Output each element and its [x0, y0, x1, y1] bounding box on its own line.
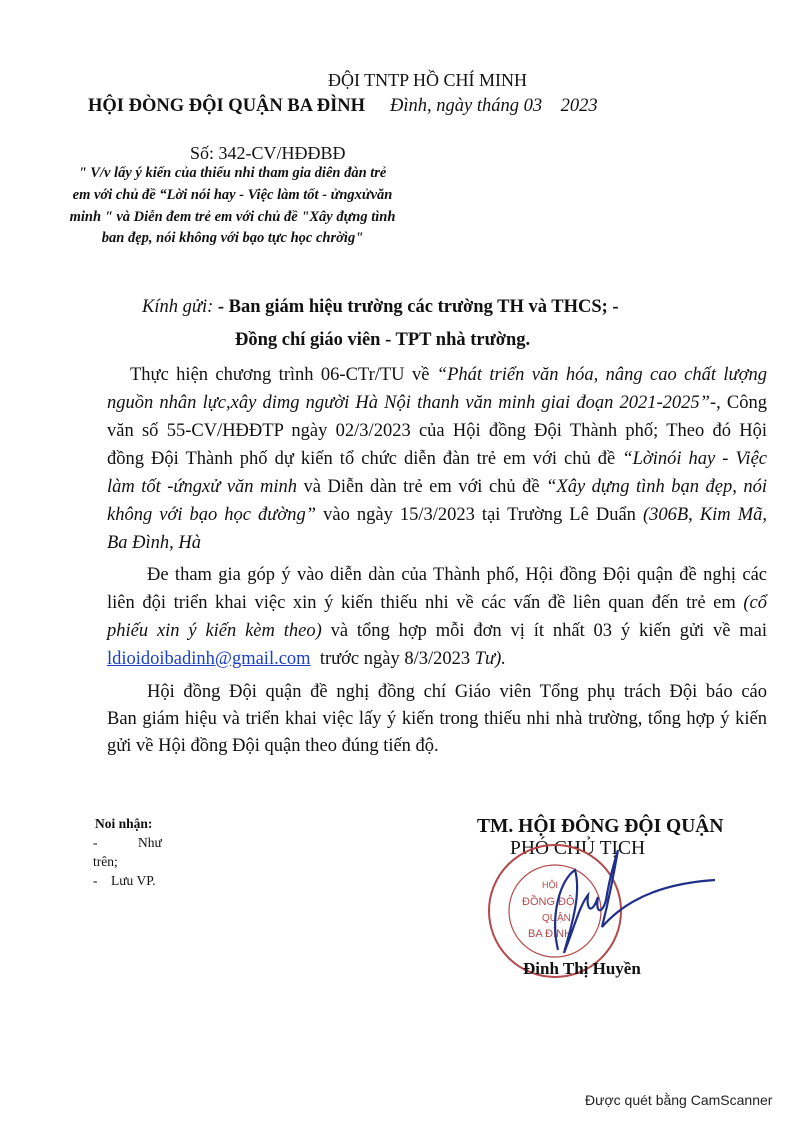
body-text: vào ngày 15/3/2023 tại Trường Lê Duẩn [316, 505, 643, 525]
recipient-label: Kính gửi: [142, 297, 214, 317]
body-line [107, 394, 767, 413]
signature-icon [555, 850, 715, 953]
body-text: liên đội triển khai việc xin ý kiến thiếu nhi về các vấn đề liên quan đến trẻ em [107, 593, 744, 613]
body-line [107, 534, 767, 553]
recipient-text: - Ban giám hiệu trường các trường TH và THCS; - [213, 297, 619, 317]
body-line [107, 710, 767, 729]
svg-text:BA ĐÌNH: BA ĐÌNH [528, 928, 573, 940]
body-text: văn số 55-CV/HĐĐTP ngày 02/3/2023 của Hội đồng Đội Thành phố; Theo đó Hội [107, 421, 767, 441]
body-text: nguồn nhân lực,xây dimg người Hà Nội thanh văn minh giai đoạn 2021-2025” [107, 393, 710, 413]
recipient-line-1 [142, 298, 619, 317]
body-text: Đe tham gia góp ý vào diễn dàn của Thành phố, Hội đồng Đội quận đề nghị các [147, 565, 767, 585]
body-text: Ba Đình, Hà [107, 533, 202, 553]
body-text: Tư). [474, 649, 506, 669]
body-line [130, 366, 767, 385]
document-date: Đình, ngày tháng 03 2023 [390, 96, 598, 116]
body-text: và tổng hợp mỗi đơn vị ít nhất 03 ý kiến gửi về mai [321, 621, 767, 641]
body-text: trước ngày 8/3/2023 [310, 649, 475, 669]
body-text: không với bạo học đường” [107, 505, 317, 525]
org-name: HỘI ĐÒNG ĐỘI QUẬN BA ĐÌNH [88, 96, 366, 116]
body-text: “Phát triển văn hóa, nâng cao chất lượng [436, 365, 767, 385]
body-line [107, 650, 767, 669]
body-text: và Diễn dàn trẻ em với chủ đề [297, 477, 547, 497]
body-text: “Lờinói hay - Việc [622, 449, 767, 469]
body-text: phiếu xin ý kiến kèm theo) [107, 621, 322, 641]
email-link[interactable]: ldioidoibadinh@gmail.com [107, 649, 311, 669]
svg-text:ĐỒNG ĐỘI: ĐỒNG ĐỘI [522, 896, 578, 908]
body-line [107, 594, 767, 613]
body-line [107, 478, 767, 497]
body-text: (306B, Kim Mã, [642, 505, 767, 525]
body-text: làm tốt -ứngxử văn minh [107, 477, 298, 497]
body-text: gửi về Hội đồng Đội quận theo đúng tiến độ. [107, 736, 439, 756]
signer-title: TM. HỘI ĐÔNG ĐỘI QUẬN [477, 816, 724, 837]
recipients-label: Noi nhận: [95, 816, 153, 831]
subject-line: ban đẹp, nói không với bạo tực học chrờìg" [101, 230, 364, 246]
recipient-item: trên; [93, 854, 118, 869]
document-number: Số: 342-CV/HĐĐBĐ [190, 143, 346, 163]
body-text: “Xây dựng tình bạn đẹp, nói [546, 477, 768, 497]
body-text: Ban giám hiệu và triển khai việc lấy ý kiến trong thiếu nhi nhà trường, tổng hợp ý kiến [107, 709, 767, 729]
body-line [147, 683, 767, 702]
recipient-line-2: Đồng chí giáo viên - TPT nhà trường. [235, 330, 531, 350]
recipient-item: - Như [93, 835, 162, 850]
body-line [107, 506, 767, 525]
body-line [107, 737, 767, 756]
body-text: Thực hiện chương trình 06-CTr/TU về [130, 365, 437, 385]
body-line [107, 450, 767, 469]
signer-name: Đinh Thị Huyền [523, 959, 641, 978]
subject-line: em với chủ đề “Lời nói hay - Việc làm tốt - ửngxửvăn [72, 187, 393, 203]
body-line [147, 566, 767, 585]
subject-line: " V/v lấy ý kiến của thiếu nhi tham gia diên đàn trẻ [78, 165, 387, 181]
subject-line: minh " và Diễn đem trẻ em với chủ đề "Xây đựng tình [69, 209, 396, 225]
svg-text:QUẬN: QUẬN [542, 913, 571, 924]
body-line [107, 622, 767, 641]
body-text: đồng Đội Thành phố dự kiến tổ chức diễn đàn trẻ em với chủ đề [107, 449, 623, 469]
signer-role: PHÓ CHỦ TỊCH [510, 838, 646, 859]
recipient-item: - Lưu VP. [93, 873, 156, 888]
body-line [107, 422, 767, 441]
svg-text:HỘI: HỘI [542, 880, 559, 890]
org-top: ĐỘI TNTP HỒ CHÍ MINH [328, 70, 527, 90]
body-text: (cổ [743, 593, 767, 613]
body-text: Hội đồng Đội quận đề nghị đồng chí Giáo viên Tổng phụ trách Đội báo cáo [147, 682, 767, 702]
camscanner-watermark: Được quét bằng CamScanner [585, 1092, 773, 1108]
body-text: -, Công [709, 393, 768, 413]
